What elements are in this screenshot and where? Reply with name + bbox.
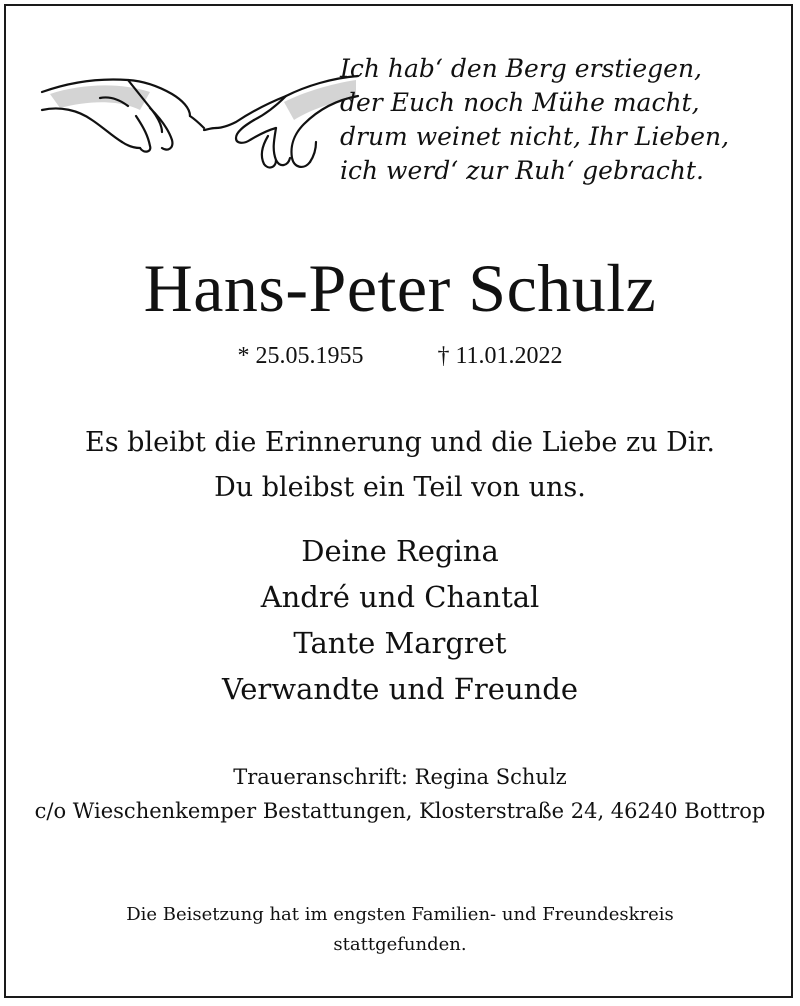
address-line: Traueranschrift: Regina Schulz xyxy=(233,765,567,789)
memorial-poem xyxy=(340,52,760,188)
mourners-list xyxy=(0,528,800,712)
poem-line: der Euch noch Mühe macht, xyxy=(340,88,700,117)
saying-line: Es bleibt die Erinnerung und die Liebe zu Dir. xyxy=(85,427,715,458)
mourner: André und Chantal xyxy=(260,580,540,614)
address-line: c/o Wieschenkemper Bestattungen, Klosterstraße 24, 46240 Bottrop xyxy=(34,799,766,823)
touching-hands-icon xyxy=(40,70,360,180)
saying-line: Du bleibst ein Teil von uns. xyxy=(214,472,586,503)
poem-line: Ich hab‘ den Berg erstiegen, xyxy=(340,54,702,83)
death-date: † 11.01.2022 xyxy=(437,343,563,369)
mourner: Verwandte und Freunde xyxy=(221,672,579,706)
life-dates xyxy=(0,340,800,372)
burial-notice xyxy=(0,900,800,960)
mourner: Tante Margret xyxy=(293,626,507,660)
birth-date: * 25.05.1955 xyxy=(237,343,364,369)
mourning-address xyxy=(0,760,800,828)
burial-line: Die Beisetzung hat im engsten Familien- und Freundeskreis xyxy=(126,904,674,925)
burial-line: stattgefunden. xyxy=(333,934,467,955)
poem-line: drum weinet nicht, Ihr Lieben, xyxy=(340,122,730,151)
memorial-saying xyxy=(0,420,800,510)
mourner: Deine Regina xyxy=(301,534,499,568)
deceased-name: Hans-Peter Schulz xyxy=(143,250,657,326)
poem-line: ich werd‘ zur Ruh‘ gebracht. xyxy=(340,156,704,185)
